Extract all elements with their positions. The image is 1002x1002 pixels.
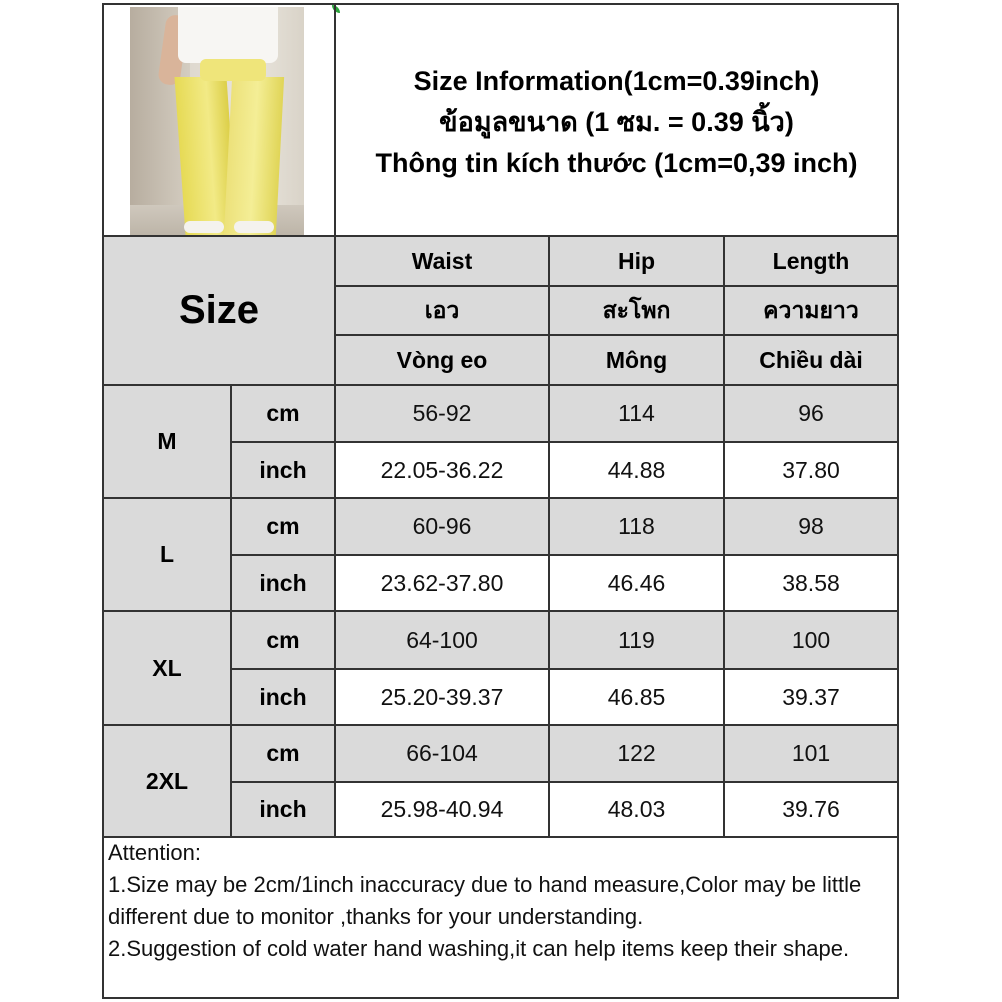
- title-block: [336, 7, 897, 237]
- divider: [336, 285, 897, 287]
- title-thai: ข้อมูลขนาด (1 ซม. = 0.39 นิ้ว): [439, 106, 794, 137]
- unit-cm: cm: [232, 612, 334, 668]
- size-header-label: Size: [178, 288, 260, 332]
- unit-cm: cm: [232, 726, 334, 781]
- col-length-vi: Chiều dài: [725, 336, 897, 384]
- attention-item-1: 1.Size may be 2cm/1inch inaccuracy due to hand measure,Color may be little different due to monitor ,thanks for your understanding.: [108, 872, 862, 929]
- col-waist-th: เอว: [336, 287, 548, 334]
- title-vietnamese: Thông tin kích thước (1cm=0,39 inch): [375, 147, 858, 178]
- m-cm-length: 96: [725, 386, 897, 441]
- col-hip-vi: Mông: [550, 336, 723, 384]
- xl-cm-hip: 119: [550, 612, 723, 668]
- xl-cm-length: 100: [725, 612, 897, 668]
- m-cm-hip: 114: [550, 386, 723, 441]
- xl-cm-waist: 64-100: [336, 612, 548, 668]
- l-inch-waist: 23.62-37.80: [336, 556, 548, 610]
- 2xl-inch-hip: 48.03: [550, 783, 723, 836]
- divider: [104, 610, 897, 612]
- col-hip-en: Hip: [550, 237, 723, 285]
- m-inch-waist: 22.05-36.22: [336, 443, 548, 497]
- size-l-label: L: [104, 499, 230, 610]
- divider: [334, 5, 336, 836]
- l-cm-length: 98: [725, 499, 897, 554]
- size-xl-label: XL: [104, 612, 230, 724]
- unit-inch: inch: [232, 443, 334, 497]
- divider: [336, 334, 897, 336]
- l-inch-length: 38.58: [725, 556, 897, 610]
- col-length-en: Length: [725, 237, 897, 285]
- l-inch-hip: 46.46: [550, 556, 723, 610]
- attention-heading: Attention:: [108, 840, 201, 865]
- 2xl-cm-hip: 122: [550, 726, 723, 781]
- divider: [232, 554, 897, 556]
- divider: [548, 237, 550, 836]
- size-m-label: M: [104, 386, 230, 497]
- size-chart: [102, 3, 899, 999]
- divider: [104, 235, 897, 237]
- l-cm-hip: 118: [550, 499, 723, 554]
- col-waist-vi: Vòng eo: [336, 336, 548, 384]
- 2xl-inch-length: 39.76: [725, 783, 897, 836]
- col-waist-en: Waist: [336, 237, 548, 285]
- 2xl-cm-waist: 66-104: [336, 726, 548, 781]
- xl-inch-length: 39.37: [725, 670, 897, 724]
- col-hip-th: สะโพก: [550, 287, 723, 334]
- m-inch-length: 37.80: [725, 443, 897, 497]
- attention-notes: [108, 837, 893, 965]
- unit-cm: cm: [232, 386, 334, 441]
- divider: [104, 724, 897, 726]
- unit-inch: inch: [232, 670, 334, 724]
- unit-cm: cm: [232, 499, 334, 554]
- title-english: Size Information(1cm=0.39inch): [413, 65, 820, 96]
- col-length-th: ความยาว: [725, 287, 897, 334]
- divider: [104, 497, 897, 499]
- size-header-cell: [104, 237, 334, 384]
- 2xl-cm-length: 101: [725, 726, 897, 781]
- attention-item-2: 2.Suggestion of cold water hand washing,it can help items keep their shape.: [108, 936, 850, 961]
- l-cm-waist: 60-96: [336, 499, 548, 554]
- divider: [104, 384, 897, 386]
- unit-inch: inch: [232, 556, 334, 610]
- unit-inch: inch: [232, 783, 334, 836]
- xl-inch-waist: 25.20-39.37: [336, 670, 548, 724]
- product-photo: [130, 7, 304, 235]
- size-2xl-label: 2XL: [104, 726, 230, 836]
- divider: [232, 668, 897, 670]
- divider: [232, 441, 897, 443]
- xl-inch-hip: 46.85: [550, 670, 723, 724]
- 2xl-inch-waist: 25.98-40.94: [336, 783, 548, 836]
- m-inch-hip: 44.88: [550, 443, 723, 497]
- m-cm-waist: 56-92: [336, 386, 548, 441]
- divider: [232, 781, 897, 783]
- divider: [723, 237, 725, 836]
